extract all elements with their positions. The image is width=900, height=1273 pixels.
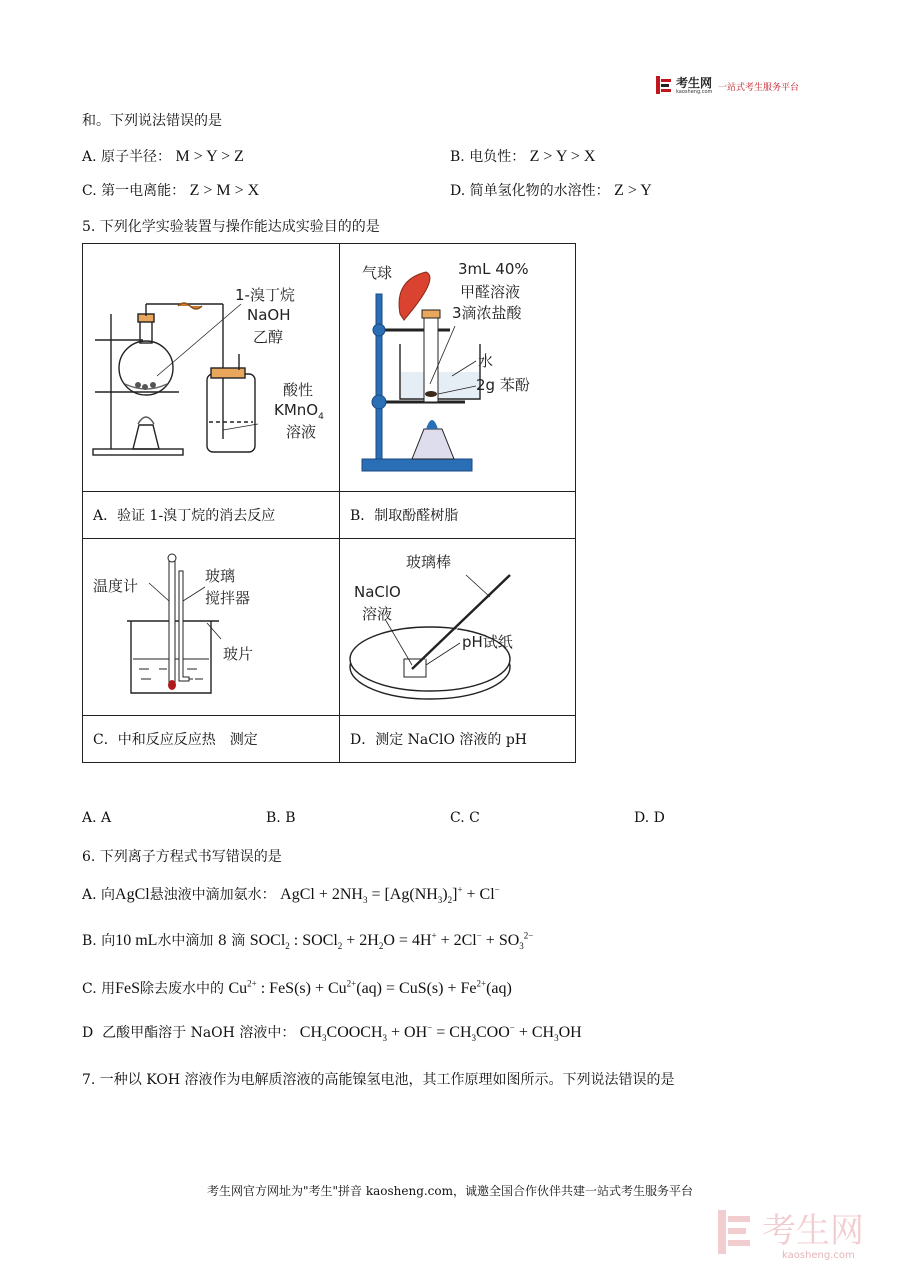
logo-slogan: 一站式考生服务平台 — [718, 83, 800, 93]
figure-a-label-5: KMnO$_4$ — [274, 401, 324, 422]
caption-b: B．制取酚醛树脂 — [340, 492, 576, 539]
figure-b-label-3: 3滴浓盐酸 — [452, 304, 522, 322]
figure-b-water-label: 水 — [478, 352, 494, 370]
figure-c — [83, 539, 339, 715]
figure-a-label-3: 乙醇 — [253, 328, 284, 346]
figure-d-cell — [340, 539, 576, 716]
q5-answer-a: A. A — [82, 810, 112, 826]
q6-equation-c: $Cu^{2+}$ : $FeS(s) + Cu^{2+}(aq) = CuS(s) + Fe^{2+}(aq)$ — [228, 978, 512, 997]
q5-stem: 5. 下列化学实验装置与操作能达成实验目的的是 — [82, 219, 380, 235]
logo-icon — [654, 75, 674, 95]
figure-b-phenol-label: 2g 苯酚 — [476, 376, 530, 394]
figure-c-glass-label: 玻片 — [223, 645, 254, 663]
figure-c-cell — [83, 539, 340, 716]
q6-option-d: D 乙酸甲酯溶于 NaOH 溶液中： $CH_3COOCH_3 + OH^- = CH_3COO^- + CH_3OH$ — [82, 1022, 582, 1044]
q5-answer-d: D. D — [634, 810, 665, 826]
figure-c-thermometer-label: 温度计 — [93, 577, 139, 595]
figure-a-label-2: NaOH — [247, 306, 291, 324]
page-footer: 考生网官方网址为"考生"拼音 kaosheng.com，诚邀全国合作伙伴共建一站式考生服务平台 — [206, 1184, 694, 1198]
watermark-brand: 考生网 — [762, 1211, 864, 1251]
q6-option-c: C. 用FeS除去废水中的 $Cu^{2+}$ : $FeS(s) + Cu^{2+}(aq) = CuS(s) + Fe^{2+}(aq)$ — [82, 978, 512, 997]
q6-option-b: B. 向10 mL水中滴加 8 滴 SOCl$_2$ : SOCl$_2$ + $2H_2O = 4H^+ + 2Cl^- + SO_3^{2-}$ — [82, 930, 534, 952]
figure-b — [340, 244, 575, 491]
figure-a-label-4: 酸性 — [283, 381, 314, 399]
figure-b-cell — [340, 244, 576, 492]
figure-b-label-2: 甲醛溶液 — [460, 283, 521, 301]
q4-option-c: C. 第一电离能： Z > M > X — [82, 182, 260, 199]
intro-line: 和。下列说法错误的是 — [82, 113, 222, 129]
logo-url: kaosheng.com — [676, 89, 713, 95]
watermark-url: kaosheng.com — [782, 1250, 855, 1261]
watermark — [716, 1206, 886, 1262]
q6-option-a: A. 向AgCl悬浊液中滴加氨水： AgCl + $2NH_3 = [Ag(NH_3)_2]^+ + Cl^-$ — [82, 884, 500, 906]
watermark-icon — [718, 1210, 750, 1254]
header-logo — [654, 74, 824, 96]
q6-equation-d: $CH_3COOCH_3 + OH^- = CH_3COO^- + CH_3OH$ — [299, 1022, 582, 1044]
figure-a-drawing — [83, 244, 339, 491]
figure-a-cell — [83, 244, 340, 492]
figure-a-label-1: 1-溴丁烷 — [235, 286, 295, 304]
q4-option-b: B. 电负性： Z > Y > X — [450, 148, 596, 165]
figure-d-paper-label: pH试纸 — [462, 633, 513, 651]
figure-b-balloon-label: 气球 — [362, 264, 393, 282]
q5-apparatus-table — [82, 243, 576, 763]
figure-b-label-1: 3mL 40% — [458, 260, 529, 278]
caption-c: C．中和反应反应热 测定 — [83, 716, 340, 763]
figure-c-stirrer-label-2: 搅拌器 — [205, 589, 251, 607]
q7-stem: 7. 一种以 KOH 溶液作为电解质溶液的高能镍氢电池，其工作原理如图所示。下列说法错误的是 — [82, 1072, 675, 1088]
q6-equation-b: SOCl$_2$ : SOCl$_2$ + $2H_2O = 4H^+ + 2Cl^- + SO_3^{2-}$ — [249, 930, 534, 952]
figure-d-drawing — [340, 539, 575, 715]
caption-a: A．验证 1-溴丁烷的消去反应 — [83, 492, 340, 539]
figure-a — [83, 244, 339, 491]
q4-option-d: D. 简单氢化物的水溶性： Z > Y — [450, 182, 652, 199]
q6-equation-a: AgCl + $2NH_3 = [Ag(NH_3)_2]^+ + Cl^-$ — [280, 884, 500, 906]
logo-brand: 考生网 — [676, 76, 713, 90]
q6-stem: 6. 下列离子方程式书写错误的是 — [82, 849, 282, 865]
figure-d-rod-label: 玻璃棒 — [406, 553, 452, 571]
q5-answer-b: B. B — [266, 810, 296, 826]
figure-c-stirrer-label-1: 玻璃 — [205, 567, 236, 585]
q4-option-a: A. 原子半径： M > Y > Z — [82, 148, 244, 165]
caption-d: D．测定 NaClO 溶液的 pH — [340, 716, 576, 763]
figure-d — [340, 539, 575, 715]
q5-answer-c: C. C — [450, 810, 480, 826]
figure-a-label-6: 溶液 — [286, 423, 317, 441]
figure-d-solution-label-2: 溶液 — [362, 605, 393, 623]
figure-d-solution-label-1: NaClO — [354, 583, 401, 601]
